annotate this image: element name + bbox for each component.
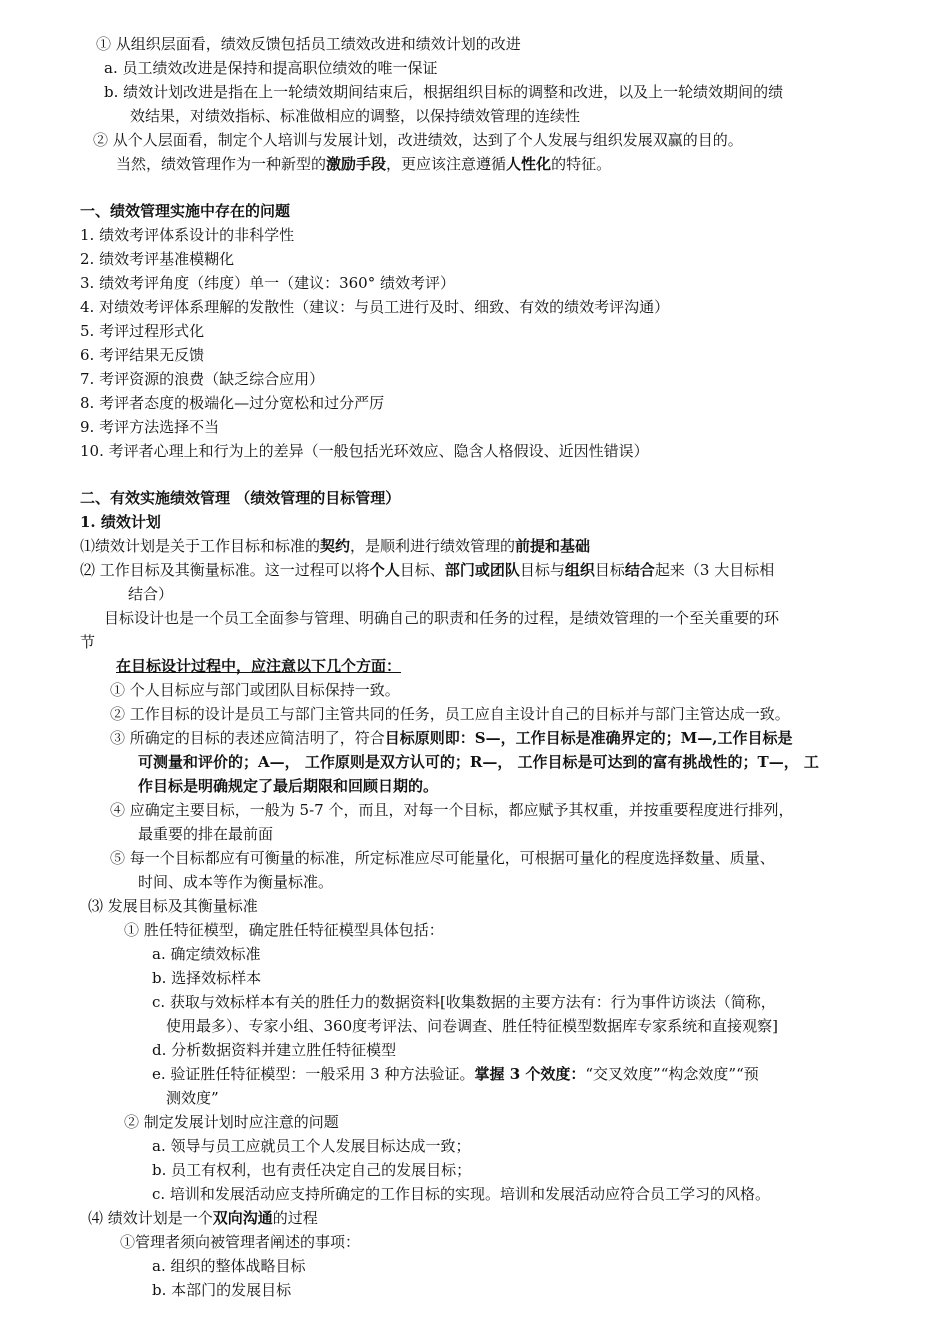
attention-point-4-cont: 最重要的排在最前面 bbox=[138, 825, 274, 843]
development-item-a: a. 领导与员工应就员工个人发展目标达成一致； bbox=[152, 1137, 471, 1155]
plan-point-1: ⑴绩效计划是关于工作目标和标准的契约，是顺利进行绩效管理的前提和基础 bbox=[80, 537, 591, 555]
attention-point-3-cont: 可测量和评价的；A—， 工作原则是双方认可的；R—， 工作目标是可达到的富有挑战性的；T—， 工 bbox=[138, 753, 819, 771]
competency-step-a: a. 确定绩效标准 bbox=[152, 945, 261, 963]
problem-item: 9. 考评方法选择不当 bbox=[80, 418, 220, 436]
attention-point-3: ③ 所确定的目标的表述应简洁明了，符合目标原则即：S—，工作目标是准确界定的；M—,工作目标是 bbox=[110, 729, 793, 747]
summary-paragraph: 当然，绩效管理作为一种新型的激励手段，更应该注意遵循人性化的特征。 bbox=[116, 155, 612, 173]
manager-item-a: a. 组织的整体战略目标 bbox=[152, 1257, 306, 1275]
problem-item: 4. 对绩效考评体系理解的发散性（建议：与员工进行及时、细致、有效的绩效考评沟通） bbox=[80, 298, 670, 316]
attention-point-5-cont: 时间、成本等作为衡量标准。 bbox=[138, 873, 334, 891]
development-plan-point: ② 制定发展计划时应注意的问题 bbox=[124, 1113, 339, 1131]
attention-point-2: ② 工作目标的设计是员工与部门主管共同的任务，员工应自主设计自己的目标并与部门主管达成一致。 bbox=[110, 705, 790, 723]
section2-heading: 二、有效实施绩效管理 （绩效管理的目标管理） bbox=[80, 489, 401, 507]
section1-heading: 一、绩效管理实施中存在的问题 bbox=[80, 202, 291, 220]
attention-point-1: ① 个人目标应与部门或团队目标保持一致。 bbox=[110, 681, 400, 699]
attention-point-3-cont: 作目标是明确规定了最后期限和回顾日期的。 bbox=[138, 777, 439, 795]
problem-item: 10. 考评者心理上和行为上的差异（一般包括光环效应、隐含人格假设、近因性错误） bbox=[80, 442, 649, 460]
manager-items-point: ①管理者须向被管理者阐述的事项： bbox=[120, 1233, 361, 1251]
problem-item: 7. 考评资源的浪费（缺乏综合应用） bbox=[80, 370, 325, 388]
competency-step-c-cont: 使用最多）、专家小组、360度考评法、问卷调查、胜任特征模型数据库专家系统和直接观察] bbox=[166, 1017, 778, 1035]
plan-point-2-cont: 结合） bbox=[128, 585, 174, 603]
development-item-b: b. 员工有权利，也有责任决定自己的发展目标； bbox=[152, 1161, 472, 1179]
competency-step-d: d. 分析数据资料并建立胜任特征模型 bbox=[152, 1041, 397, 1059]
org-level-item-a: a. 员工绩效改进是保持和提高职位绩效的唯一保证 bbox=[104, 59, 438, 77]
competency-step-b: b. 选择效标样本 bbox=[152, 969, 262, 987]
manager-item-b: b. 本部门的发展目标 bbox=[152, 1281, 292, 1299]
development-item-c: c. 培训和发展活动应支持所确定的工作目标的实现。培训和发展活动应符合员工学习的风格。 bbox=[152, 1185, 770, 1203]
problem-item: 2. 绩效考评基准模糊化 bbox=[80, 250, 235, 268]
goal-design-paragraph: 目标设计也是一个员工全面参与管理、明确自己的职责和任务的过程，是绩效管理的一个至关重要的环 bbox=[104, 609, 780, 627]
competency-step-e-cont: 测效度” bbox=[166, 1089, 219, 1107]
personal-level-point: ② 从个人层面看，制定个人培训与发展计划，改进绩效，达到了个人发展与组织发展双赢的目的。 bbox=[93, 131, 743, 149]
competency-step-e: e. 验证胜任特征模型：一般采用 3 种方法验证。掌握 3 个效度：“交叉效度”“构念效度”“预 bbox=[152, 1065, 759, 1083]
plan-point-3: ⑶ 发展目标及其衡量标准 bbox=[88, 897, 258, 915]
org-level-item-b: b. 绩效计划改进是指在上一轮绩效期间结束后，根据组织目标的调整和改进，以及上一轮绩效期间的绩 bbox=[104, 83, 784, 101]
org-level-item-b-cont: 效结果，对绩效指标、标准做相应的调整，以保持绩效管理的连续性 bbox=[130, 107, 581, 125]
problem-item: 6. 考评结果无反馈 bbox=[80, 346, 205, 364]
attention-heading: 在目标设计过程中，应注意以下几个方面： bbox=[116, 657, 402, 675]
attention-point-5: ⑤ 每一个目标都应有可衡量的标准，所定标准应尽可能量化，可根据可量化的程度选择数量、质量、 bbox=[110, 849, 775, 867]
plan-point-4: ⑷ 绩效计划是一个双向沟通的过程 bbox=[88, 1209, 318, 1227]
problem-item: 1. 绩效考评体系设计的非科学性 bbox=[80, 226, 295, 244]
plan-point-2: ⑵ 工作目标及其衡量标准。这一过程可以将个人目标、部门或团队目标与组织目标结合起来（3 大目标相 bbox=[80, 561, 775, 579]
attention-point-4: ④ 应确定主要目标，一般为 5-7 个，而且，对每一个目标，都应赋予其权重，并按重要程度进行排列， bbox=[110, 801, 794, 819]
goal-design-paragraph-cont: 节 bbox=[80, 633, 96, 651]
competency-model-point: ① 胜任特征模型，确定胜任特征模型具体包括： bbox=[124, 921, 444, 939]
problem-item: 5. 考评过程形式化 bbox=[80, 322, 205, 340]
performance-plan-heading: 1. 绩效计划 bbox=[80, 513, 161, 531]
org-level-point: ① 从组织层面看，绩效反馈包括员工绩效改进和绩效计划的改进 bbox=[96, 35, 521, 53]
problem-item: 8. 考评者态度的极端化—过分宽松和过分严厉 bbox=[80, 394, 385, 412]
problem-item: 3. 绩效考评角度（纬度）单一（建议：360° 绩效考评） bbox=[80, 274, 455, 292]
competency-step-c: c. 获取与效标样本有关的胜任力的数据资料[收集数据的主要方法有：行为事件访谈法（简称， bbox=[152, 993, 776, 1011]
